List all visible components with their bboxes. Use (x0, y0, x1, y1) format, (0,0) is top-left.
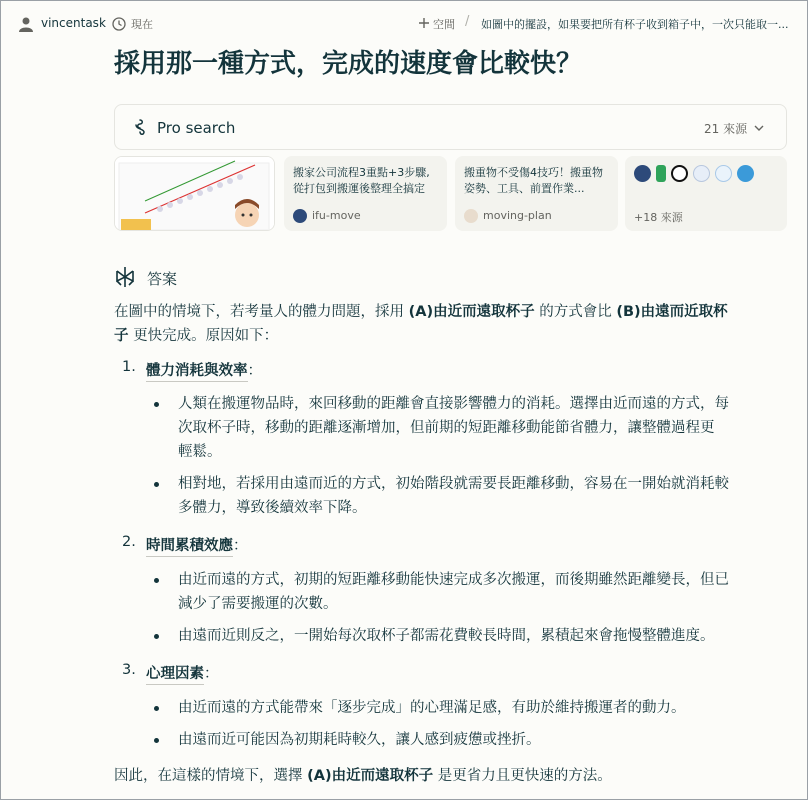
source-card[interactable] (455, 156, 618, 231)
list-item: 相對地，若採用由遠而近的方式，初始階段就需要長距離移動，容易在一開始就消耗較 (178, 476, 729, 492)
space-link[interactable]: 空間 (433, 18, 455, 31)
thread-title[interactable]: 如圖中的擺設，如果要把所有杯子收到箱子中，一次只能取一... (481, 18, 789, 31)
source-favicons (634, 165, 754, 182)
answer-conclusion: 因此，在這樣的情境下，選擇 (A)由近而遠取杯子 是更省力且更快速的方法。 (114, 768, 612, 784)
option-a-text: (A)由近而遠取杯子 (408, 304, 535, 320)
source-site: ifu-move (312, 209, 361, 222)
list-number: 3. (122, 662, 136, 678)
source-count[interactable]: 21 來源 (704, 122, 748, 136)
source-title: 搬重物不受傷4技巧！搬重物姿勢、工具、前置作業... (464, 166, 603, 195)
list-item: 由遠而近可能因為初期耗時較久，讓人感到疲憊或挫折。 (178, 732, 541, 748)
answer-heading: 答案 (147, 270, 178, 288)
timestamp: 現在 (131, 18, 153, 31)
list-item: 由近而遠的方式能帶來「逐步完成」的心理滿足感，有助於維持搬運者的動力。 (178, 700, 686, 716)
answer-logo-icon (114, 266, 136, 288)
pro-search-label: Pro search (157, 119, 236, 137)
bullet (154, 738, 159, 743)
bullet (154, 402, 159, 407)
list-number: 2. (122, 534, 136, 550)
item-heading: 心理因素： (146, 662, 219, 683)
item-heading: 體力消耗與效率： (146, 359, 262, 380)
more-sources-label: +18 來源 (634, 211, 683, 224)
chevron-down-icon[interactable] (753, 122, 765, 134)
user-icon[interactable] (17, 15, 35, 33)
favicon-icon (737, 165, 754, 182)
question-heading: 採用那一種方式，完成的速度會比較快？ (114, 49, 583, 79)
source-site: moving-plan (483, 209, 552, 222)
site-favicon-icon (464, 209, 478, 223)
clock-icon (112, 17, 126, 31)
option-a-text: (A)由近而遠取杯子 (307, 768, 434, 784)
list-item-cont: 多體力，導致後續效率下降。 (178, 500, 367, 516)
source-card[interactable] (284, 156, 447, 231)
favicon-icon (656, 165, 666, 182)
pro-search-panel[interactable] (114, 104, 787, 150)
site-favicon-icon (293, 209, 307, 223)
source-title: 搬家公司流程3重點+3步驟,從打包到搬運後整理全搞定 (293, 166, 430, 195)
list-item: 由遠而近則反之，一開始每次取杯子都需花費較長時間，累積起來會拖慢整體進度。 (178, 628, 715, 644)
plus-icon[interactable] (418, 17, 430, 29)
favicon-icon (693, 165, 710, 182)
bullet (154, 706, 159, 711)
favicon-icon (715, 165, 732, 182)
cups-diagram-image (115, 157, 275, 231)
bullet (154, 634, 159, 639)
pro-search-icon (131, 118, 149, 136)
globe-icon (671, 165, 688, 182)
answer-intro: 在圖中的情境下，若考量人的體力問題，採用 (A)由近而遠取杯子 的方式會比 (B)由遠而近取杯 (114, 304, 728, 320)
favicon-icon (634, 165, 651, 182)
source-image-thumbnail[interactable] (114, 156, 275, 231)
list-item-cont: 輕鬆。 (178, 444, 222, 460)
bullet (154, 482, 159, 487)
option-b-text: (B)由遠而近取杯 (616, 304, 728, 320)
breadcrumb-separator: / (465, 14, 470, 29)
list-item-cont: 次取杯子時，移動的距離逐漸增加，但前期的短距離移動能節省體力，讓整體過程更 (178, 420, 715, 436)
list-item: 由近而遠的方式，初期的短距離移動能快速完成多次搬運，而後期雖然距離變長，但已 (178, 572, 729, 588)
thread-header (1, 1, 807, 45)
list-item: 人類在搬運物品時，來回移動的距離會直接影響體力的消耗。選擇由近而遠的方式，每 (178, 396, 729, 412)
list-item-cont: 減少了需要搬運的次數。 (178, 596, 338, 612)
username[interactable]: vincentask (41, 16, 106, 30)
item-heading: 時間累積效應： (146, 534, 248, 555)
bullet (154, 578, 159, 583)
more-sources-card[interactable] (625, 156, 787, 231)
answer-intro-line2: 子 更快完成。原因如下： (114, 328, 279, 344)
list-number: 1. (122, 359, 136, 375)
